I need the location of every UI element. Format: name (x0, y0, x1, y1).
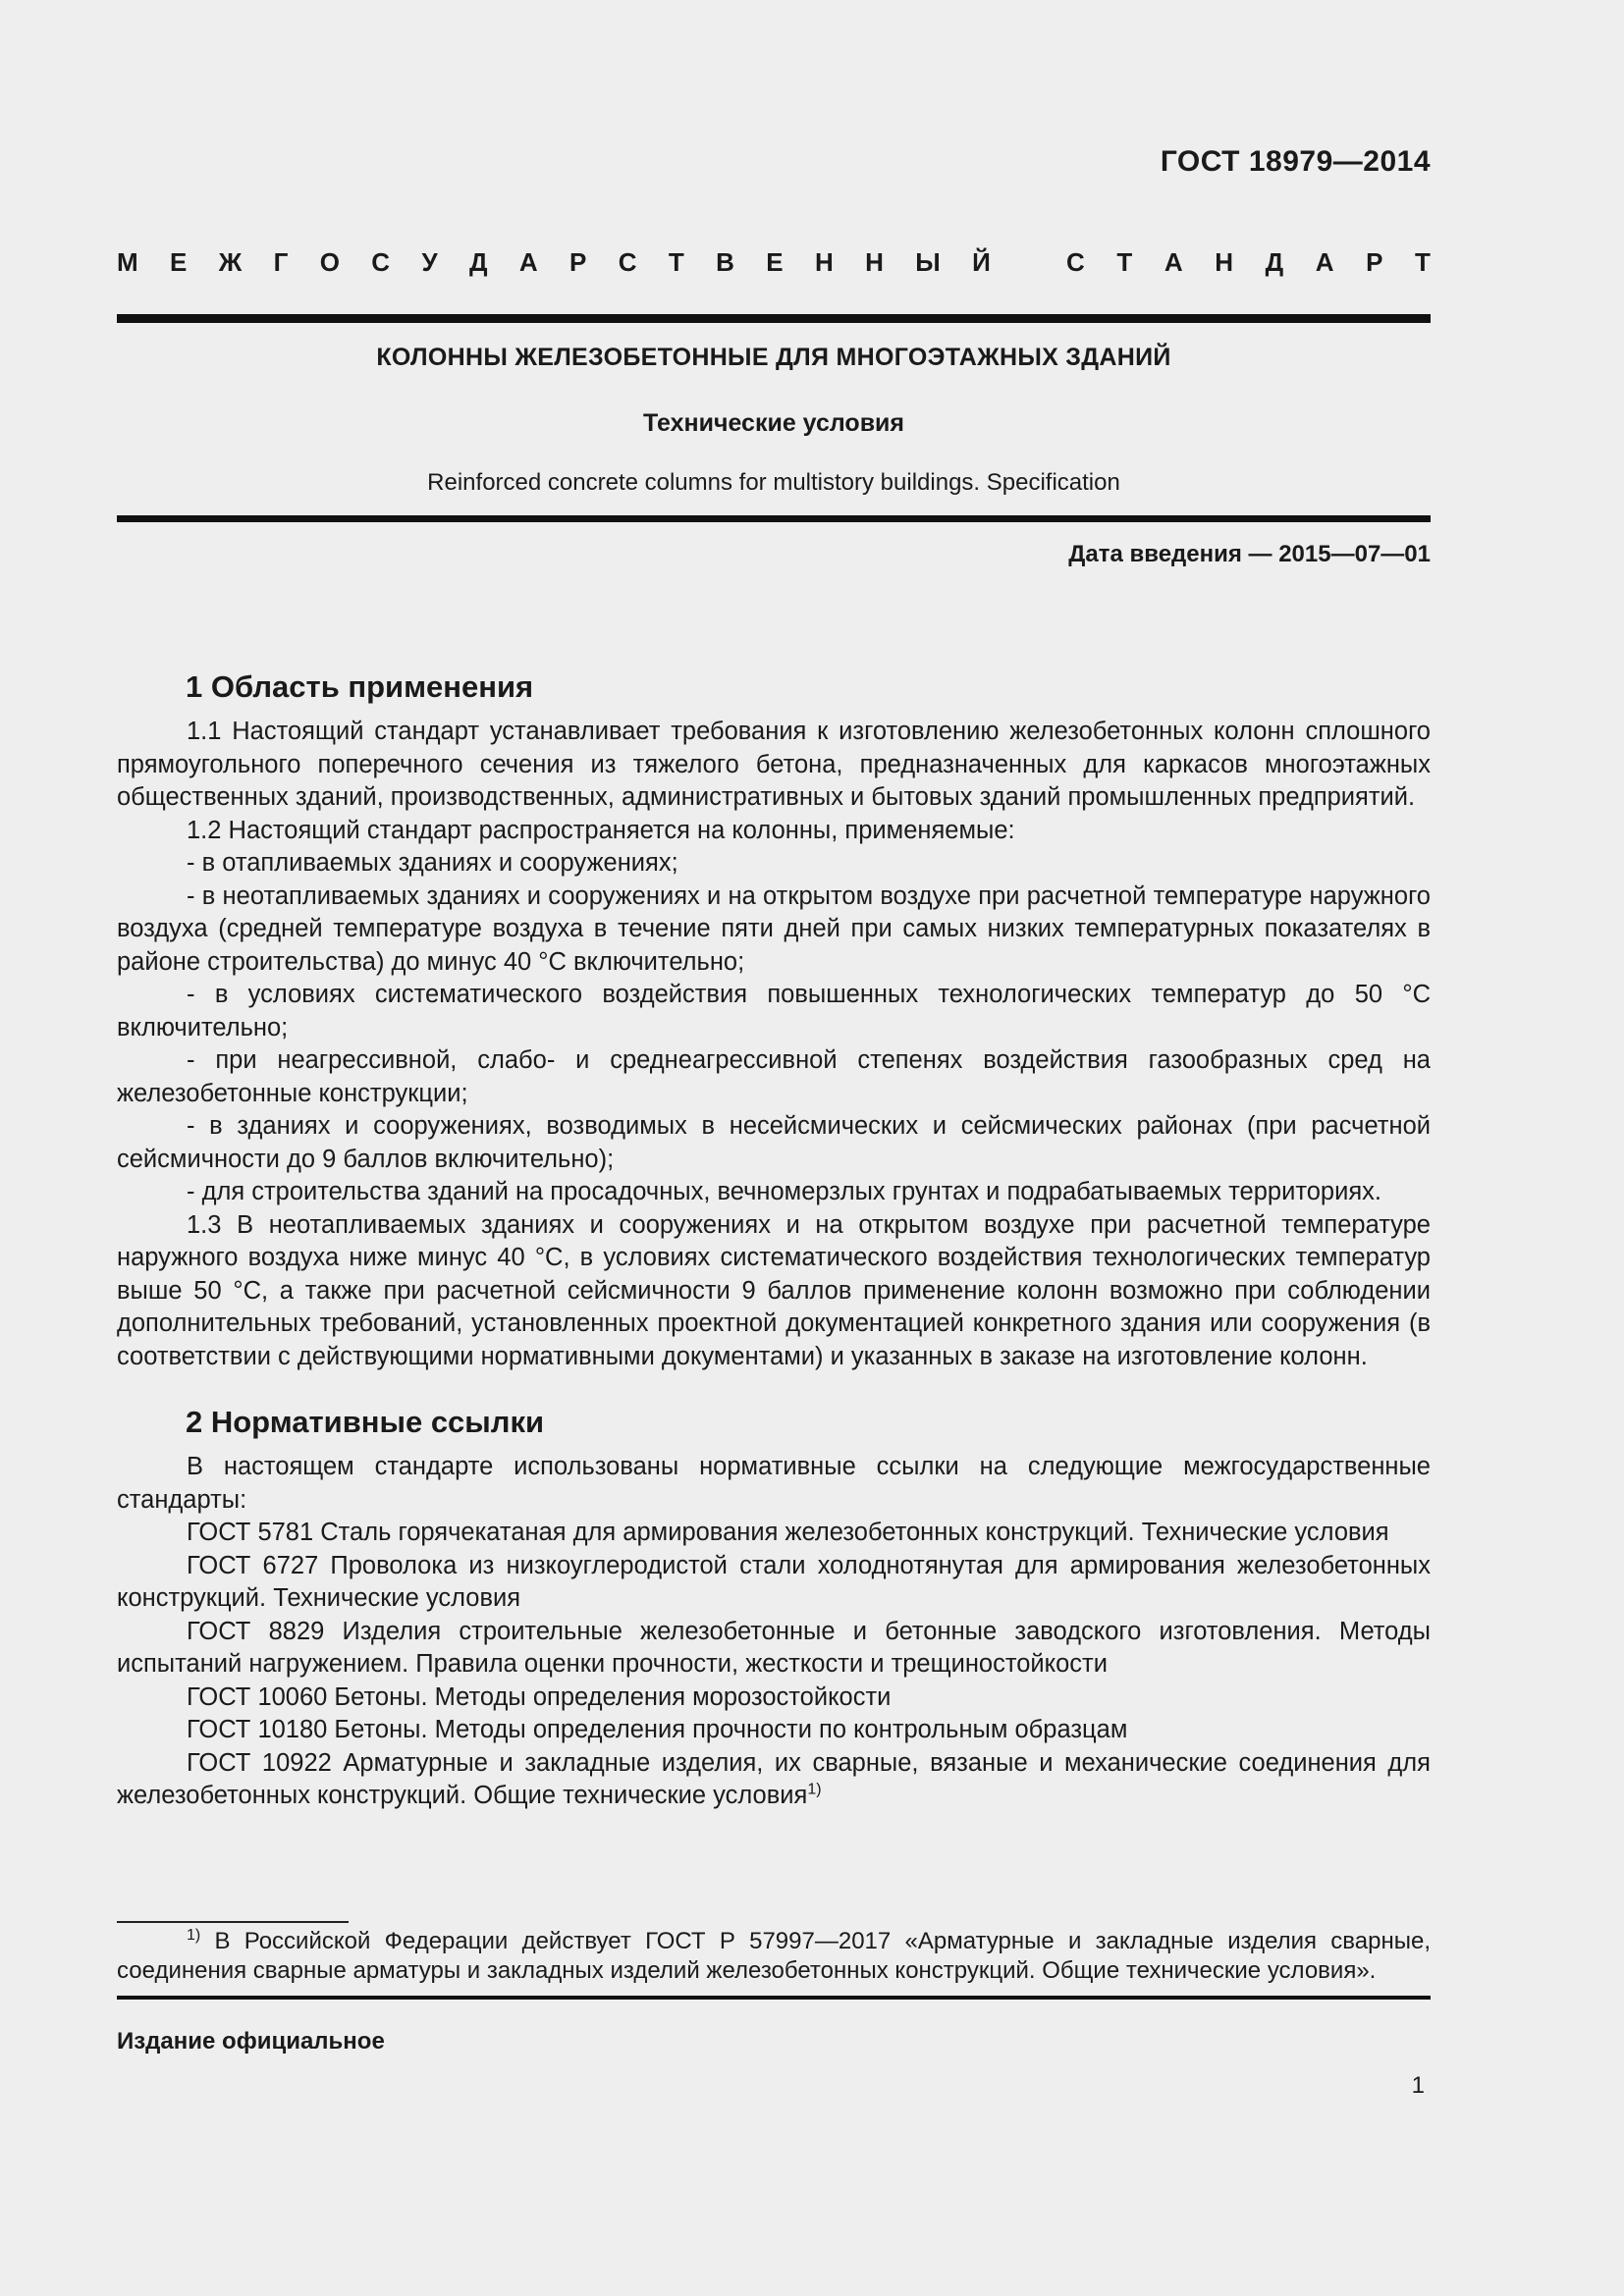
paragraph: ГОСТ 6727 Проволока из низкоуглеродистой стали холоднотянутая для армирования железобетонных конструкций. Технические условия (117, 1551, 1431, 1612)
footnote-text: В Российской Федерации действует ГОСТ Р 57997—2017 «Арматурные и закладные изделия сварные, соединения сварные арматуры и закладных изделий железобетонных конструкций. Общие технические условия». (117, 1928, 1431, 1984)
title-divider (117, 515, 1431, 522)
edition-label: Издание официальное (117, 2028, 385, 2055)
paragraph: ГОСТ 8829 Изделия строительные железобетонные и бетонные заводского изготовления. Методы испытаний нагружением. Правила оценки прочности, жесткости и трещиностойкости (117, 1617, 1431, 1678)
section-2-body (117, 1451, 1431, 1747)
document-subtitle: Технические условия (642, 409, 905, 437)
heading-letter: Е (170, 247, 188, 277)
paragraph: ГОСТ 5781 Сталь горячекатаная для армирования железобетонных конструкций. Технические условия (187, 1519, 1389, 1546)
document-title: КОЛОННЫ ЖЕЛЕЗОБЕТОННЫЕ ДЛЯ МНОГОЭТАЖНЫХ ЗДАНИЙ (376, 344, 1171, 371)
heading-letter: А (518, 247, 538, 277)
footnote (117, 1927, 1431, 1986)
footnote-separator (117, 1921, 349, 1923)
heading-letter: Й (972, 247, 991, 277)
paragraph: 1.1 Настоящий стандарт устанавливает требования к изготовлению железобетонных колонн сплошного прямоугольного поперечного сечения из тяжелого бетона, предназначенных для каркасов многоэтажных общественных зданий, производственных, административных и бытовых зданий промышленных предприятий. (117, 718, 1431, 811)
heading-letter: Т (668, 247, 684, 277)
heading-letter: Р (1366, 247, 1383, 277)
footnote-mark: 1) (187, 1927, 201, 1944)
footer-divider (117, 1996, 1431, 2000)
paragraph: В настоящем стандарте использованы нормативные ссылки на следующие межгосударственные стандарты: (117, 1453, 1431, 1514)
document-number: ГОСТ 18979—2014 (1160, 145, 1431, 178)
standard-word (1066, 247, 1431, 278)
heading-letter: Т (1116, 247, 1133, 277)
heading-letter: Т (1415, 247, 1431, 277)
heading-letter: С (1066, 247, 1085, 277)
heading-letter: Д (1265, 247, 1284, 277)
heading-letter: У (421, 247, 438, 277)
heading-letter: С (618, 247, 637, 277)
heading-letter: В (716, 247, 734, 277)
heading-letter: А (1164, 247, 1183, 277)
paragraph-text: ГОСТ 10922 Арматурные и закладные изделия, их сварные, вязаные и механические соединения для железобетонных конструкций. Общие технические условия (117, 1748, 1431, 1809)
section-1-body (117, 716, 1431, 1373)
section-1-heading: 1 Область применения (186, 669, 534, 704)
paragraph: 1.2 Настоящий стандарт распространяется на колонны, применяемые: (187, 816, 1015, 844)
paragraph: ГОСТ 10180 Бетоны. Методы определения прочности по контрольным образцам (187, 1716, 1128, 1743)
heading-letter: А (1315, 247, 1334, 277)
introduction-date: Дата введения — 2015—07—01 (1068, 541, 1431, 567)
paragraph: - в отапливаемых зданиях и сооружениях; (187, 849, 678, 877)
paragraph: - в условиях систематического воздействия повышенных технологических температур до 50 °С включительно; (117, 981, 1431, 1041)
english-title: Reinforced concrete columns for multistory buildings. Specification (427, 469, 1120, 496)
heading-letter: Е (766, 247, 784, 277)
heading-letter: Г (273, 247, 289, 277)
heading-letter: Н (865, 247, 884, 277)
heading-letter: Ы (915, 247, 941, 277)
paragraph: - для строительства зданий на просадочных, вечномерзлых грунтах и подрабатываемых территориях. (187, 1178, 1381, 1205)
interstate-standard-heading (117, 247, 1431, 278)
heading-letter: Н (814, 247, 834, 277)
interstate-word (117, 247, 991, 278)
heading-letter: Н (1215, 247, 1234, 277)
section-2-heading: 2 Нормативные ссылки (186, 1405, 545, 1439)
heading-letter: М (117, 247, 138, 277)
document-body (117, 667, 1431, 1813)
footnote-reference: 1) (807, 1781, 822, 1798)
paragraph: - в неотапливаемых зданиях и сооружениях и на открытом воздухе при расчетной температуре наружного воздуха (средней температуре воздуха в течение пяти дней при самых низких температурных показателях в районе строительства) до минус 40 °С включительно; (117, 881, 1431, 976)
heading-letter: Р (569, 247, 587, 277)
paragraph: - в зданиях и сооружениях, возводимых в несейсмических и сейсмических районах (при расчетной сейсмичности до 9 баллов включительно); (117, 1112, 1431, 1173)
heading-letter: Д (468, 247, 488, 277)
paragraph: 1.3 В неотапливаемых зданиях и сооружениях и на открытом воздухе при расчетной температуре наружного воздуха ниже минус 40 °С, в условиях систематического воздействия технологических температур выше 50 °С, а также при расчетной сейсмичности 9 баллов применение колонн возможно при соблюдении дополнительных требований, установленных проектной документацией конкретного здания или сооружения (в соответствии с действующими нормативными документами) и указанных в заказе на изготовление колонн. (117, 1210, 1431, 1370)
page-number: 1 (1411, 2072, 1425, 2099)
paragraph (117, 1747, 1431, 1813)
paragraph: - при неагрессивной, слабо- и среднеагрессивной степенях воздействия газообразных сред на железобетонные конструкции; (117, 1046, 1431, 1107)
top-divider (117, 314, 1431, 323)
heading-letter: О (319, 247, 340, 277)
paragraph: ГОСТ 10060 Бетоны. Методы определения морозостойкости (187, 1682, 892, 1711)
heading-letter: С (371, 247, 391, 277)
heading-letter: Ж (218, 247, 243, 277)
